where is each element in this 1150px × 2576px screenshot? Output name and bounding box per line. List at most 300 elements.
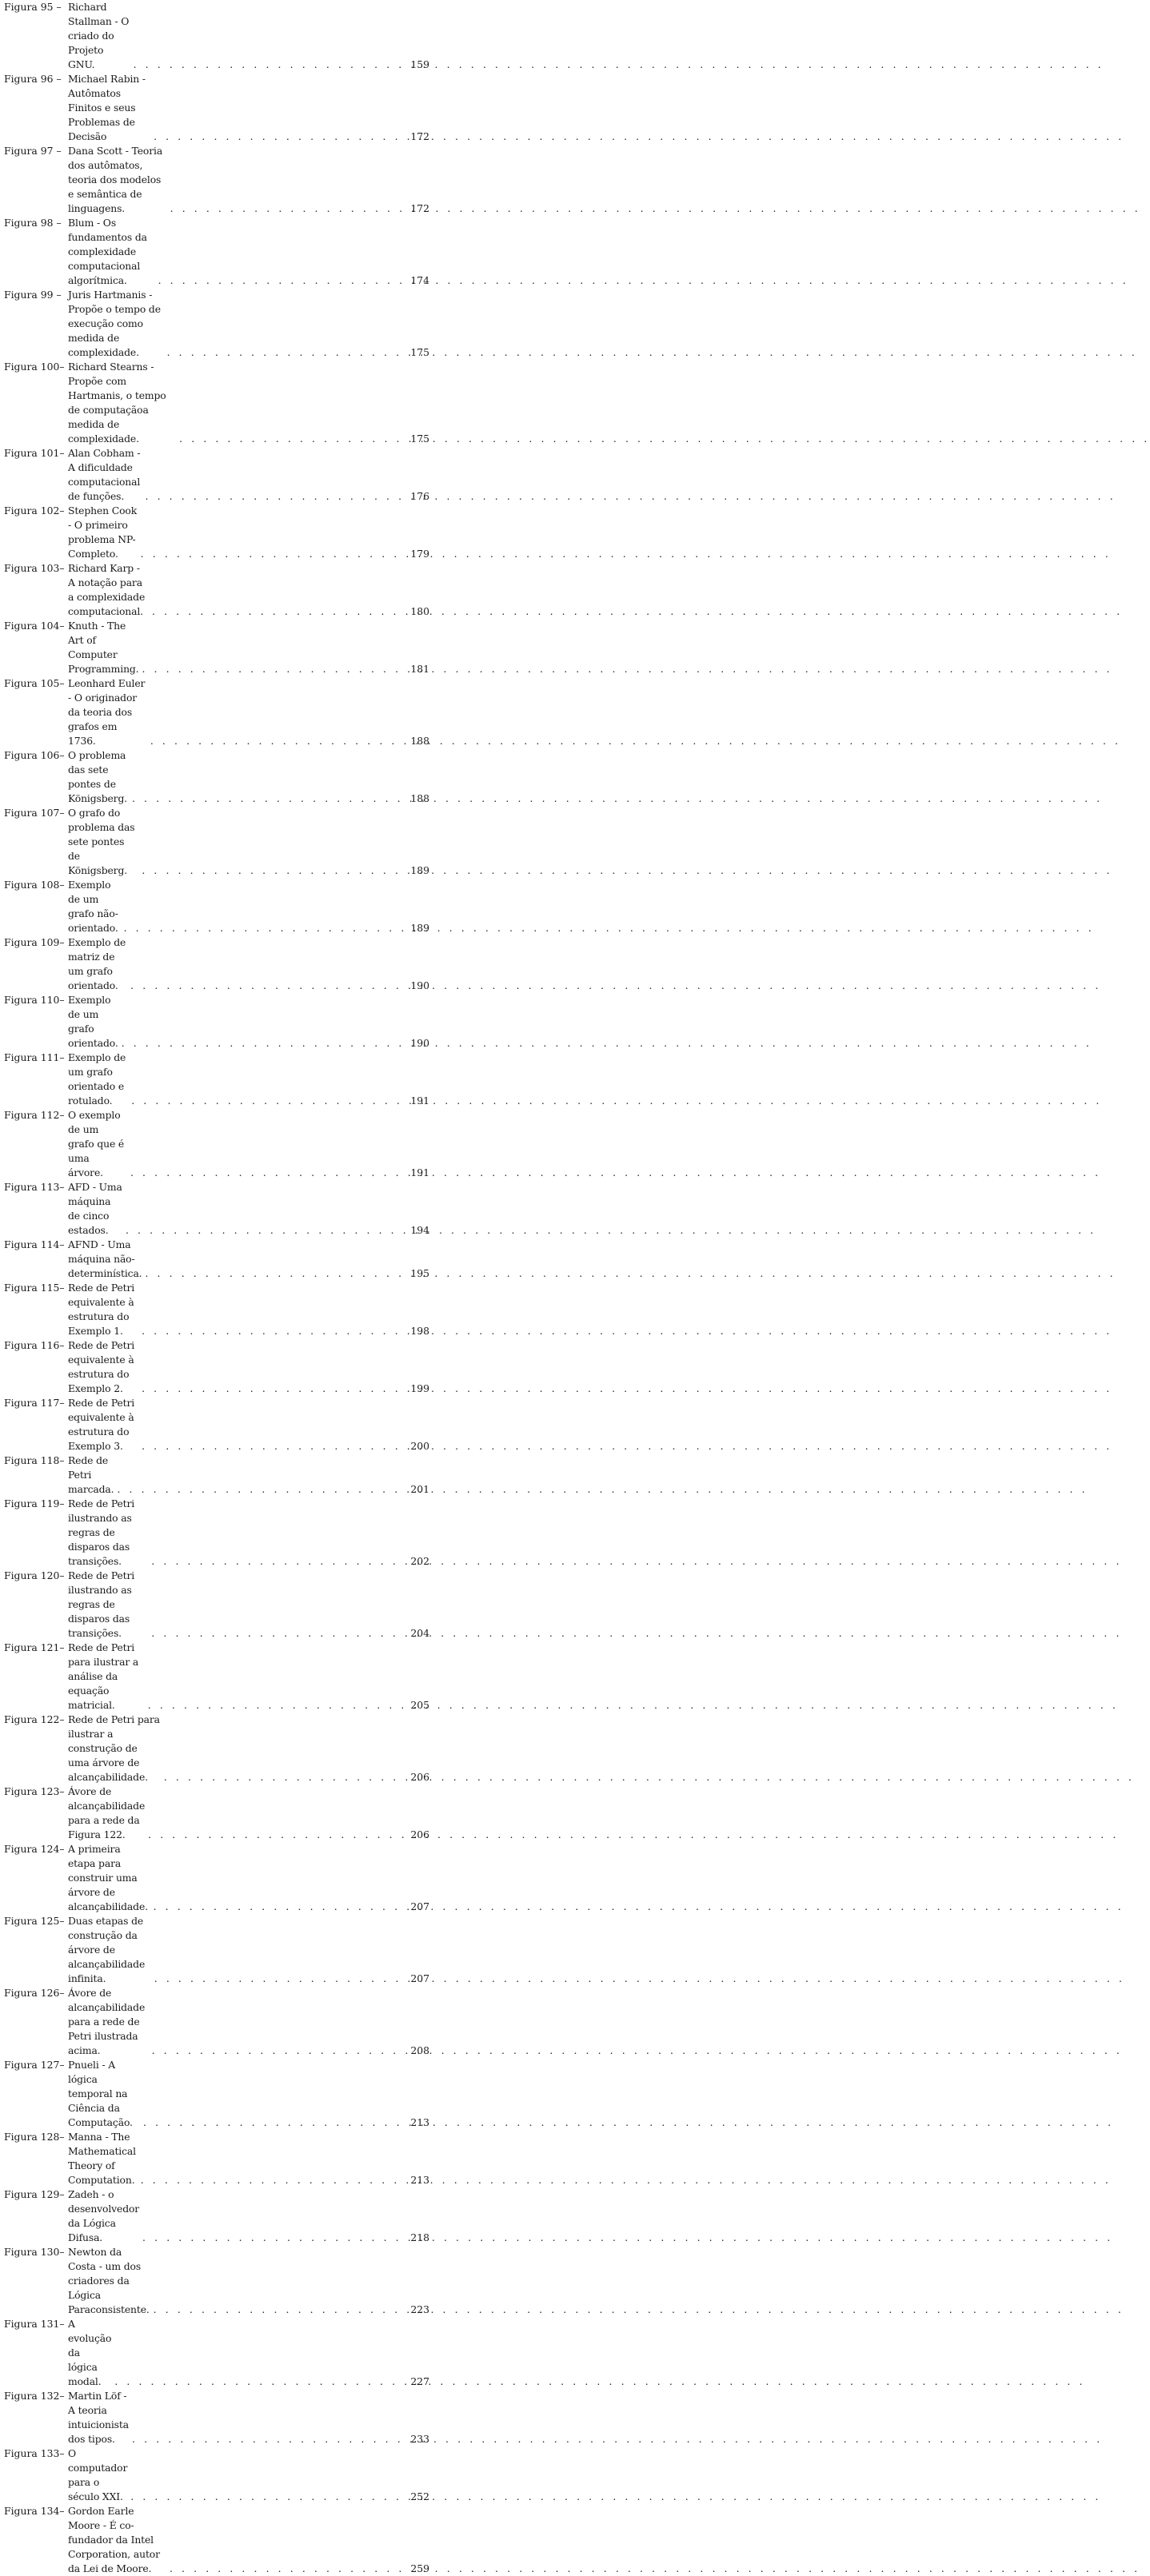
figure-body xyxy=(68,1338,407,1396)
figure-title: O problema das sete pontes de Königsberg. xyxy=(68,749,128,804)
figure-title: Michael Rabin - Autômatos Finitos e seus Problemas de Decisão xyxy=(68,73,146,142)
dot-leader xyxy=(151,1972,407,1986)
figure-entry[interactable] xyxy=(4,993,429,1051)
figure-number: Figura 101 xyxy=(4,447,60,459)
page-number: 207 xyxy=(410,1972,429,1984)
figure-title: AFD - Uma máquina de cinco estados. xyxy=(68,1181,122,1236)
figure-body xyxy=(68,806,407,878)
dot-leader xyxy=(138,1439,407,1453)
figure-entry[interactable] xyxy=(4,216,429,288)
figure-separator: – xyxy=(59,504,65,516)
page-number: 206 xyxy=(410,1828,429,1840)
figure-label xyxy=(4,748,68,763)
figure-label xyxy=(4,1238,68,1252)
page-number: 204 xyxy=(410,1627,429,1639)
figure-title: Rede de Petri equivalente à estrutura do Exemplo 1. xyxy=(68,1282,135,1337)
figure-entry[interactable] xyxy=(4,1842,429,1914)
page-number: 252 xyxy=(410,2490,429,2502)
figure-separator: – xyxy=(59,1238,65,1250)
figure-label xyxy=(4,360,68,374)
figure-title: Pnueli - A lógica temporal na Ciência da Computação. xyxy=(68,2059,133,2128)
figure-title: Exemplo de um grafo orientado e rotulado. xyxy=(68,1051,126,1107)
page-number: 175 xyxy=(410,346,429,358)
figure-number: Figura 128 xyxy=(4,2131,60,2143)
figure-separator: – xyxy=(59,936,65,948)
figure-number: Figura 106 xyxy=(4,749,60,761)
figure-separator: – xyxy=(59,1454,65,1466)
figure-label xyxy=(4,288,68,302)
figure-title: Rede de Petri ilustrando as regras de disparos das transições. xyxy=(68,1497,135,1567)
page-number: 191 xyxy=(410,1095,429,1107)
dot-leader xyxy=(145,1828,407,1842)
figure-number: Figura 116 xyxy=(4,1339,60,1351)
figure-body xyxy=(68,288,407,360)
figure-label xyxy=(4,1180,68,1194)
figure-number: Figura 127 xyxy=(4,2059,60,2071)
figure-entry[interactable] xyxy=(4,1338,429,1396)
figure-entry[interactable] xyxy=(4,1180,429,1238)
figure-title: Richard Karp - A notação para a complexidade computacional. xyxy=(68,562,146,617)
figure-separator: – xyxy=(59,2246,65,2258)
page-number: 202 xyxy=(410,1555,429,1567)
dot-leader xyxy=(148,1626,407,1641)
figure-separator: – xyxy=(59,1713,65,1725)
figure-separator: – xyxy=(59,1843,65,1855)
figure-body xyxy=(68,2187,407,2245)
dot-leader xyxy=(138,662,407,676)
figure-entry[interactable] xyxy=(4,2317,429,2389)
figure-entry[interactable] xyxy=(4,446,429,504)
figure-entry[interactable] xyxy=(4,2058,429,2130)
figure-label xyxy=(4,2245,68,2259)
dot-leader xyxy=(130,58,407,72)
figure-entry[interactable] xyxy=(4,2446,429,2504)
figure-number: Figura 96 xyxy=(4,73,54,85)
page-number: 218 xyxy=(410,2231,429,2243)
figure-label xyxy=(4,1842,68,1856)
dot-leader xyxy=(129,792,407,806)
figure-title: Leonhard Euler - O originador da teoria dos grafos em 1736. xyxy=(68,677,146,747)
figure-number: Figura 132 xyxy=(4,2390,60,2402)
figure-separator: – xyxy=(59,1915,65,1927)
figure-number: Figura 113 xyxy=(4,1181,60,1193)
figure-title: Martin Löf - A teoria intuicionista dos tipos. xyxy=(68,2390,129,2445)
figure-number: Figura 129 xyxy=(4,2188,60,2200)
figure-title: Newton da Costa - um dos criadores da Lógica Paraconsistente. xyxy=(68,2246,150,2315)
page-number: 207 xyxy=(410,1900,429,1912)
figure-number: Figura 131 xyxy=(4,2318,60,2330)
figure-label xyxy=(4,1569,68,1583)
figure-title: Knuth - The Art of Computer Programming. xyxy=(68,620,139,675)
figure-body xyxy=(68,993,407,1051)
dot-leader xyxy=(127,2490,407,2504)
dot-leader xyxy=(164,345,407,360)
dot-leader xyxy=(155,273,407,288)
figure-entry[interactable] xyxy=(4,2245,429,2317)
page-number: 195 xyxy=(410,1267,429,1279)
figure-separator: – xyxy=(59,677,65,689)
figure-entry[interactable] xyxy=(4,1396,429,1453)
dot-leader xyxy=(121,921,407,935)
figure-number: Figura 95 xyxy=(4,1,54,13)
dot-leader xyxy=(140,2115,407,2130)
page-number: 188 xyxy=(410,792,429,804)
figure-entry[interactable] xyxy=(4,1108,429,1180)
page-number: 194 xyxy=(410,1224,429,1236)
page-number: 179 xyxy=(410,548,429,560)
figure-body xyxy=(68,2446,407,2504)
page-number: 208 xyxy=(410,2044,429,2056)
figure-label xyxy=(4,561,68,576)
figure-number: Figura 100 xyxy=(4,361,60,373)
page-number: 191 xyxy=(410,1166,429,1178)
page-number: 199 xyxy=(410,1382,429,1394)
figure-label xyxy=(4,2130,68,2144)
figure-title: Blum - Os fundamentos da complexidade computacional algorítmica. xyxy=(68,217,147,286)
dot-leader xyxy=(148,1554,407,1569)
figure-title: AFND - Uma máquina não-determinística. xyxy=(68,1238,142,1279)
figure-number: Figura 120 xyxy=(4,1569,60,1581)
figure-number: Figura 125 xyxy=(4,1915,60,1927)
figure-number: Figura 118 xyxy=(4,1454,60,1466)
figure-number: Figura 122 xyxy=(4,1713,60,1725)
figure-separator: – xyxy=(53,73,62,85)
figure-label xyxy=(4,216,68,230)
figure-body xyxy=(68,878,407,935)
figure-title: Dana Scott - Teoria dos autômatos, teoria dos modelos e semântica de linguagens. xyxy=(68,145,163,214)
page-number: 176 xyxy=(410,490,429,502)
figure-label xyxy=(4,2058,68,2072)
figure-entry[interactable] xyxy=(4,1784,429,1842)
figure-title: O grafo do problema das sete pontes de Königsberg. xyxy=(68,807,135,876)
figure-body xyxy=(68,1051,407,1108)
figure-label xyxy=(4,1108,68,1123)
figure-separator: – xyxy=(53,289,62,301)
figure-body xyxy=(68,2130,407,2187)
page-number: 181 xyxy=(410,663,429,675)
figure-label xyxy=(4,2389,68,2403)
dot-leader xyxy=(129,2432,407,2446)
figure-label xyxy=(4,1281,68,1295)
figure-entry[interactable] xyxy=(4,2130,429,2187)
figure-title: Rede de Petri ilustrando as regras de disparos das transições. xyxy=(68,1569,135,1639)
figure-separator: – xyxy=(59,807,65,819)
figure-title: Rede de Petri equivalente à estrutura do Exemplo 2. xyxy=(68,1339,135,1394)
figure-separator: – xyxy=(59,2188,65,2200)
figure-separator: – xyxy=(59,2447,65,2459)
figure-number: Figura 108 xyxy=(4,879,60,891)
figure-body xyxy=(68,2317,407,2389)
figure-entry[interactable] xyxy=(4,1986,429,2058)
figure-separator: – xyxy=(53,217,62,229)
figure-title: Ávore de alcançabilidade para a rede de Petri ilustrada acima. xyxy=(68,1987,146,2056)
page-number: 206 xyxy=(410,1771,429,1783)
figure-body xyxy=(68,1842,407,1914)
figure-label xyxy=(4,2187,68,2202)
figure-number: Figura 121 xyxy=(4,1641,60,1653)
figure-number: Figura 102 xyxy=(4,504,60,516)
figure-body xyxy=(68,1497,407,1569)
figure-body xyxy=(68,446,407,504)
figure-separator: – xyxy=(59,2505,65,2517)
figure-title: A evolução da lógica modal. xyxy=(68,2318,112,2387)
page-number: 223 xyxy=(410,2303,429,2315)
figure-title: Duas etapas de construção da árvore de alcançabilidade infinita. xyxy=(68,1915,146,1984)
figure-separator: – xyxy=(59,2390,65,2402)
figure-separator: – xyxy=(59,361,65,373)
figure-body xyxy=(68,2504,407,2576)
dot-leader xyxy=(138,863,407,878)
figure-separator: – xyxy=(59,749,65,761)
figure-label xyxy=(4,1497,68,1511)
figure-title: A primeira etapa para construir uma árvore de alcançabilidade. xyxy=(68,1843,148,1912)
figure-body xyxy=(68,72,407,144)
figure-entry[interactable] xyxy=(4,72,429,144)
figure-entry[interactable] xyxy=(4,1051,429,1108)
dot-leader xyxy=(142,1266,407,1281)
figure-number: Figura 105 xyxy=(4,677,60,689)
figure-separator: – xyxy=(53,145,62,157)
figure-body xyxy=(68,1396,407,1453)
dot-leader xyxy=(150,2303,407,2317)
figure-entry[interactable] xyxy=(4,619,429,676)
figure-label xyxy=(4,446,68,461)
dot-leader xyxy=(128,1094,407,1108)
figure-label xyxy=(4,144,68,158)
figure-number: Figura 112 xyxy=(4,1109,60,1121)
dot-leader xyxy=(111,2375,407,2389)
figure-number: Figura 117 xyxy=(4,1397,60,1409)
figure-separator: – xyxy=(59,1987,65,1999)
figure-separator: – xyxy=(59,1641,65,1653)
figure-entry[interactable] xyxy=(4,1713,429,1784)
figure-title: Rede de Petri para ilustrar a análise da equação matricial. xyxy=(68,1641,139,1711)
figure-body xyxy=(68,0,407,72)
figure-separator: – xyxy=(59,2131,65,2143)
figure-separator: – xyxy=(59,2318,65,2330)
figure-number: Figura 115 xyxy=(4,1282,60,1294)
dot-leader xyxy=(142,489,407,504)
dot-leader xyxy=(138,547,407,561)
figure-title: Gordon Earle Moore - É co-fundador da Intel Corporation, autor da Lei de Moore. xyxy=(68,2505,160,2574)
page-number: 174 xyxy=(410,274,429,286)
dot-leader xyxy=(122,1223,407,1238)
figure-body xyxy=(68,1784,407,1842)
figure-label xyxy=(4,935,68,950)
figure-entry[interactable] xyxy=(4,806,429,878)
figure-entry[interactable] xyxy=(4,0,429,72)
figure-number: Figura 126 xyxy=(4,1987,60,1999)
figure-title: O computador para o século XXI. xyxy=(68,2447,128,2502)
figure-body xyxy=(68,1569,407,1641)
page-number: 190 xyxy=(410,979,429,991)
figure-entry[interactable] xyxy=(4,1641,429,1713)
dot-leader xyxy=(176,432,407,446)
figure-label xyxy=(4,1784,68,1799)
figure-title: Rede de Petri marcada. xyxy=(68,1454,114,1495)
figure-entry[interactable] xyxy=(4,2187,429,2245)
figure-number: Figura 104 xyxy=(4,620,60,632)
page-number: 259 xyxy=(410,2562,429,2574)
figure-title: Rede de Petri equivalente à estrutura do Exemplo 3. xyxy=(68,1397,135,1452)
figure-number: Figura 133 xyxy=(4,2447,60,2459)
figure-entry[interactable] xyxy=(4,1914,429,1986)
figure-label xyxy=(4,1453,68,1468)
figure-label xyxy=(4,1713,68,1727)
figure-number: Figura 114 xyxy=(4,1238,60,1250)
page-number: 227 xyxy=(410,2375,429,2387)
figure-title: Ávore de alcançabilidade para a rede da Figura 122. xyxy=(68,1785,146,1840)
figure-body xyxy=(68,144,407,216)
figure-body xyxy=(68,1180,407,1238)
figure-title: Juris Hartmanis - Propõe o tempo de execução como medida de complexidade. xyxy=(68,289,161,358)
page-number: 188 xyxy=(410,735,429,747)
dot-leader xyxy=(118,1036,407,1051)
figure-separator: – xyxy=(59,562,65,574)
figure-label xyxy=(4,72,68,86)
page-number: 213 xyxy=(410,2174,429,2186)
dot-leader xyxy=(114,1482,407,1497)
figure-number: Figura 119 xyxy=(4,1497,60,1509)
dot-leader xyxy=(138,2173,407,2187)
page-number: 190 xyxy=(410,1037,429,1049)
figure-separator: – xyxy=(59,1397,65,1409)
figure-entry[interactable] xyxy=(4,561,429,619)
figure-number: Figura 123 xyxy=(4,1785,60,1797)
figure-number: Figura 109 xyxy=(4,936,60,948)
figure-body xyxy=(68,561,407,619)
figure-entry[interactable] xyxy=(4,360,429,446)
figure-number: Figura 99 xyxy=(4,289,54,301)
figure-body xyxy=(68,1914,407,1986)
figure-body xyxy=(68,1986,407,2058)
figure-body xyxy=(68,935,407,993)
figure-number: Figura 103 xyxy=(4,562,60,574)
figure-title: Exemplo de um grafo orientado. xyxy=(68,994,118,1049)
figure-title: O exemplo de um grafo que é uma árvore. xyxy=(68,1109,125,1178)
figure-body xyxy=(68,1641,407,1713)
figure-label xyxy=(4,2317,68,2331)
dot-leader xyxy=(139,2231,407,2245)
figure-entry[interactable] xyxy=(4,878,429,935)
figure-number: Figura 130 xyxy=(4,2246,60,2258)
dot-leader xyxy=(138,1382,407,1396)
figure-title: Manna - The Mathematical Theory of Computation. xyxy=(68,2131,136,2186)
page-number: 201 xyxy=(410,1483,429,1495)
figure-body xyxy=(68,1108,407,1180)
figure-separator: – xyxy=(59,620,65,632)
figure-number: Figura 107 xyxy=(4,807,60,819)
figure-entry[interactable] xyxy=(4,2504,429,2576)
figure-entry[interactable] xyxy=(4,504,429,561)
page-number: 172 xyxy=(410,202,429,214)
figure-number: Figura 134 xyxy=(4,2505,60,2517)
figure-title: Richard Stearns - Propõe com Hartmanis, o tempo de computaçãoa medida de complexidade. xyxy=(68,361,166,445)
figure-label xyxy=(4,993,68,1007)
figure-separator: – xyxy=(59,1109,65,1121)
dot-leader xyxy=(167,201,407,216)
dot-leader xyxy=(150,1900,407,1914)
figure-body xyxy=(68,216,407,288)
page-number: 180 xyxy=(410,605,429,617)
figure-body xyxy=(68,2245,407,2317)
figure-label xyxy=(4,2504,68,2518)
figure-separator: – xyxy=(59,1181,65,1193)
figure-title: Exemplo de um grafo não-orientado. xyxy=(68,879,118,934)
figure-body xyxy=(68,1453,407,1497)
page-number: 175 xyxy=(410,433,429,445)
figure-entry[interactable] xyxy=(4,1281,429,1338)
dot-leader xyxy=(145,1698,407,1713)
figure-title: Alan Cobham - A dificuldade computacional de funções. xyxy=(68,447,141,502)
page-number: 189 xyxy=(410,922,429,934)
figure-label xyxy=(4,0,68,14)
figure-label xyxy=(4,676,68,691)
figure-label xyxy=(4,878,68,892)
figure-body xyxy=(68,1281,407,1338)
page-number: 198 xyxy=(410,1325,429,1337)
page-number: 172 xyxy=(410,130,429,142)
figure-entry[interactable] xyxy=(4,1569,429,1641)
dot-leader xyxy=(147,734,407,748)
figure-separator: – xyxy=(59,1051,65,1063)
page-number: 159 xyxy=(410,58,429,70)
figure-separator: – xyxy=(53,1,62,13)
figure-entry[interactable] xyxy=(4,1238,429,1281)
figure-number: Figura 111 xyxy=(4,1051,60,1063)
figure-number: Figura 97 xyxy=(4,145,54,157)
figure-separator: – xyxy=(59,1497,65,1509)
figure-separator: – xyxy=(59,2059,65,2071)
figure-entry[interactable] xyxy=(4,144,429,216)
figure-number: Figura 98 xyxy=(4,217,54,229)
figure-separator: – xyxy=(59,1282,65,1294)
figure-label xyxy=(4,504,68,518)
figure-title: Richard Stallman - O criado do Projeto GNU. xyxy=(68,1,130,70)
figure-body xyxy=(68,2389,407,2446)
figure-entry[interactable] xyxy=(4,935,429,993)
figure-entry[interactable] xyxy=(4,2389,429,2446)
figure-body xyxy=(68,504,407,561)
figure-label xyxy=(4,1051,68,1065)
figure-body xyxy=(68,1238,407,1281)
figure-separator: – xyxy=(59,447,65,459)
figure-title: Stephen Cook - O primeiro problema NP-Completo. xyxy=(68,504,138,560)
figure-entry[interactable] xyxy=(4,748,429,806)
list-of-figures xyxy=(4,0,429,2576)
figure-entry[interactable] xyxy=(4,1497,429,1569)
figure-separator: – xyxy=(59,994,65,1006)
figure-label xyxy=(4,619,68,633)
page-number: 233 xyxy=(410,2433,429,2445)
figure-number: Figura 110 xyxy=(4,994,60,1006)
page-number: 213 xyxy=(410,2116,429,2128)
figure-entry[interactable] xyxy=(4,1453,429,1497)
figure-body xyxy=(68,2058,407,2130)
figure-body xyxy=(68,619,407,676)
figure-label xyxy=(4,1396,68,1410)
page-number: 205 xyxy=(410,1699,429,1711)
figure-entry[interactable] xyxy=(4,288,429,360)
dot-leader xyxy=(127,1166,407,1180)
figure-body xyxy=(68,1713,407,1784)
figure-label xyxy=(4,1914,68,1928)
figure-body xyxy=(68,748,407,806)
figure-label xyxy=(4,1641,68,1655)
dot-leader xyxy=(166,2562,407,2576)
dot-leader xyxy=(150,130,407,144)
figure-entry[interactable] xyxy=(4,676,429,748)
